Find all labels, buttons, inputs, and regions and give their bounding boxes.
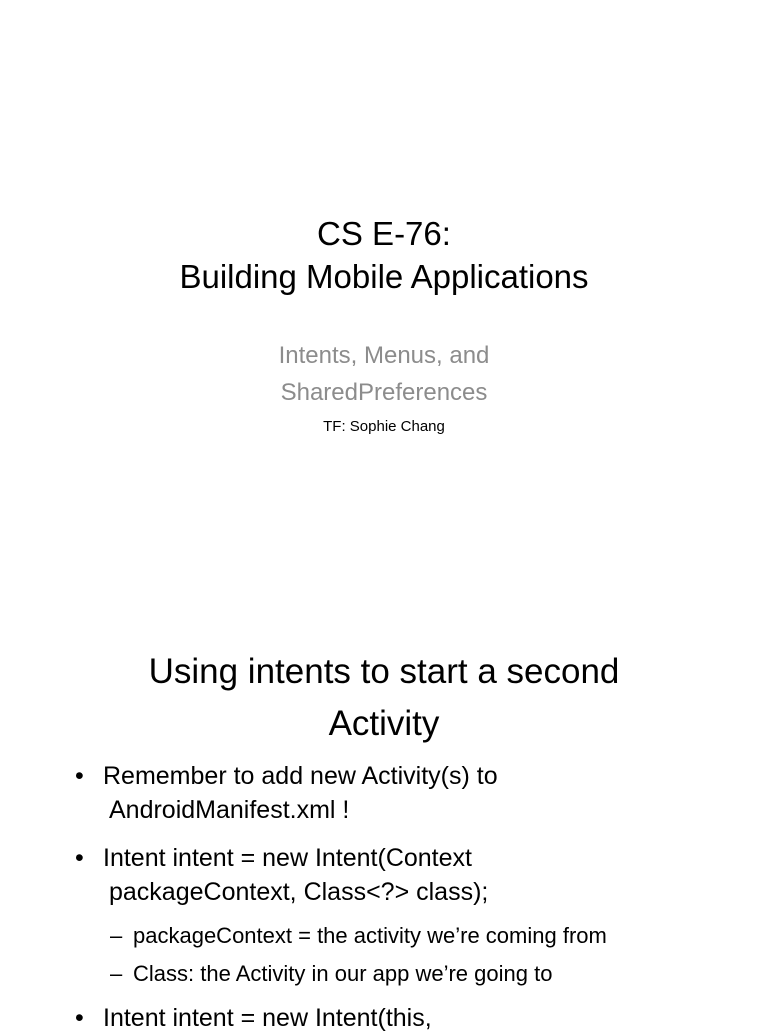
bullet-icon: • <box>75 1004 84 1032</box>
slide-title <box>0 212 768 298</box>
bullet-line-1: Intent intent = new Intent(this, <box>103 1004 432 1032</box>
bullet-icon: • <box>75 762 84 790</box>
content-slide <box>0 576 768 1032</box>
title-line-1: Using intents to start a second <box>148 652 620 691</box>
sub-bullet-item <box>110 921 607 951</box>
dash-icon: – <box>110 961 123 986</box>
bullet-item <box>75 1001 432 1035</box>
sub-bullet-text: Class: the Activity in our app we’re going to <box>133 961 553 986</box>
bullet-item <box>75 841 488 909</box>
slide-title <box>0 646 768 750</box>
sub-bullet-item <box>110 959 552 989</box>
bullet-icon: • <box>75 844 84 872</box>
title-line-2: Activity <box>328 704 440 743</box>
bullet-line-1: Intent intent = new Intent(Context <box>103 844 472 872</box>
bullet-line-1: Remember to add new Activity(s) to <box>103 762 498 790</box>
bullet-item <box>75 759 498 827</box>
subtitle-line-2: SharedPreferences <box>280 379 488 406</box>
bullet-line-2: packageContext, Class<?> class); <box>109 878 489 906</box>
tf-credit: TF: Sophie Chang <box>323 418 445 435</box>
title-line-1: CS E-76: <box>317 215 451 252</box>
dash-icon: – <box>110 923 123 948</box>
bullet-line-2: AndroidManifest.xml ! <box>109 796 350 824</box>
sub-bullet-text: packageContext = the activity we’re coming from <box>133 923 607 948</box>
title-line-2: Building Mobile Applications <box>179 258 589 295</box>
subtitle-line-1: Intents, Menus, and <box>278 342 490 369</box>
slide-subtitle <box>0 337 768 411</box>
